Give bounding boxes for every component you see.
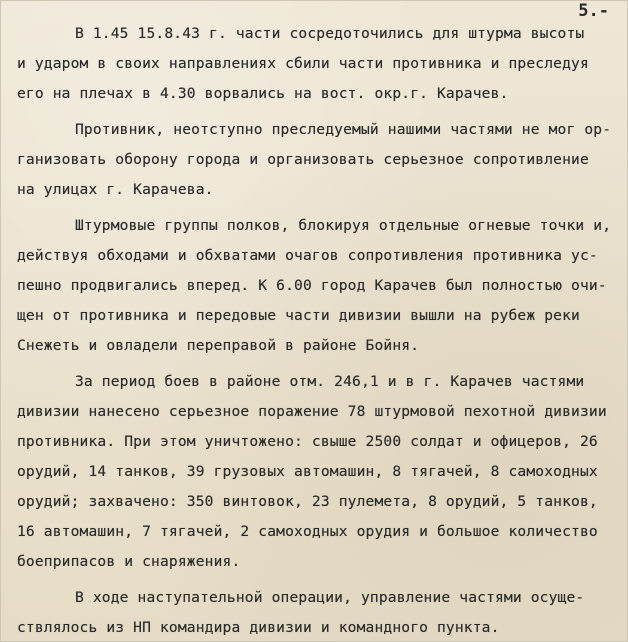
document-text bbox=[17, 19, 615, 642]
text-line: боеприпасов и снаряжения. bbox=[17, 553, 241, 570]
text-line: Противник, неотступно преследуемый нашими частями не мог ор- bbox=[75, 121, 612, 138]
text-line: действуя обходами и обхватами очагов сопротивления противника ус- bbox=[17, 247, 598, 264]
text-line: его на плечах в 4.30 ворвались на вост. окр.г. Карачев. bbox=[17, 85, 509, 102]
text-line: на улицах г. Карачева. bbox=[17, 181, 214, 198]
text-line: ствлялось из НП командира дивизии и командного пункта. bbox=[17, 619, 500, 636]
text-line: ганизовать оборону города и организовать серьезное сопротивление bbox=[17, 151, 589, 168]
text-line: В 1.45 15.8.43 г. части сосредоточились для штурма высоты bbox=[75, 25, 585, 42]
text-line: 16 автомашин, 7 тягачей, 2 самоходных орудия и большое количество bbox=[17, 523, 598, 540]
text-line: противника. При этом уничтожено: свыше 2500 солдат и офицеров, 26 bbox=[17, 433, 598, 450]
text-line: За период боев в районе отм. 246,1 и в г. Карачев частями bbox=[75, 373, 585, 390]
text-line: орудий, 14 танков, 39 грузовых автомашин, 8 тягачей, 8 самоходных bbox=[17, 463, 598, 480]
text-line: дивизии нанесено серьезное поражение 78 штурмовой пехотной дивизии bbox=[17, 403, 607, 420]
text-line: щен от противника и передовые части дивизии вышли на рубеж реки bbox=[17, 307, 580, 324]
text-line: орудий; захвачено: 350 винтовок, 23 пулемета, 8 орудий, 5 танков, bbox=[17, 493, 598, 510]
page-number: 5.- bbox=[578, 1, 609, 21]
text-line: Снежеть и овладели переправой в районе Бойня. bbox=[17, 337, 420, 354]
text-line: Штурмовые группы полков, блокируя отдельные огневые точки и, bbox=[75, 217, 612, 234]
text-line: и ударом в своих направлениях сбили части противника и преследуя bbox=[17, 55, 589, 72]
text-line: пешно продвигались вперед. К 6.00 город Карачев был полностью очи- bbox=[17, 277, 607, 294]
text-line: В ходе наступательной операции, управление частями осуще- bbox=[75, 589, 585, 606]
